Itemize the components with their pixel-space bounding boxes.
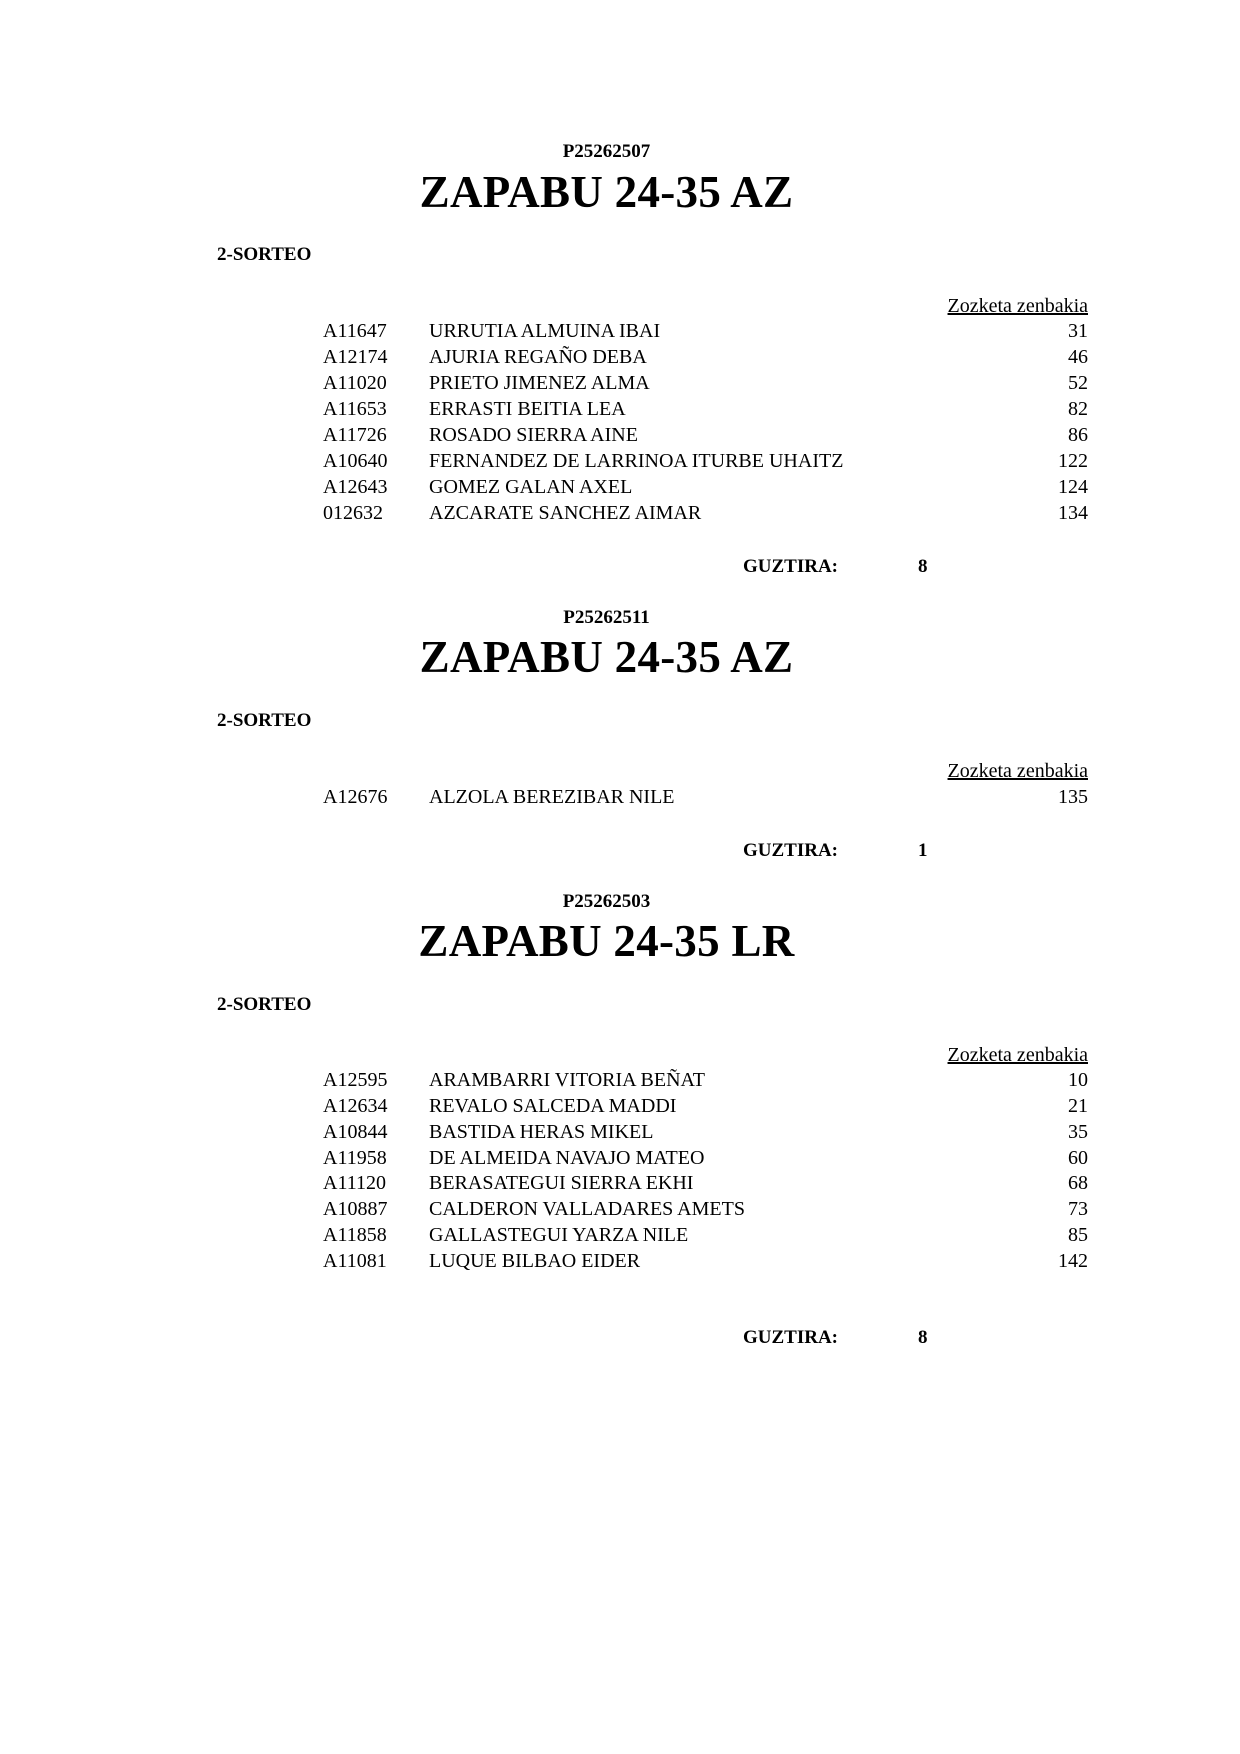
row-name: LUQUE BILBAO EIDER xyxy=(429,1250,641,1272)
row-name: BERASATEGUI SIERRA EKHI xyxy=(429,1172,694,1194)
row-id: A12174 xyxy=(323,346,388,368)
table-row xyxy=(0,1069,1240,1095)
row-id: A11647 xyxy=(323,320,387,342)
row-number: 86 xyxy=(1068,424,1088,446)
row-id: A12634 xyxy=(323,1095,388,1117)
row-name: ROSADO SIERRA AINE xyxy=(429,424,638,446)
table-row xyxy=(0,786,1240,812)
row-id: 012632 xyxy=(323,502,383,524)
row-name: PRIETO JIMENEZ ALMA xyxy=(429,372,650,394)
row-name: DE ALMEIDA NAVAJO MATEO xyxy=(429,1147,705,1169)
total-value: 8 xyxy=(918,556,928,577)
table-row xyxy=(0,398,1240,424)
row-number: 52 xyxy=(1068,372,1088,394)
draw-label: 2-SORTEO xyxy=(217,710,312,731)
total-value: 8 xyxy=(918,1327,928,1348)
row-id: A11020 xyxy=(323,372,387,394)
section-code: P25262507 xyxy=(562,141,651,162)
row-name: REVALO SALCEDA MADDI xyxy=(429,1095,677,1117)
row-id: A10640 xyxy=(323,450,388,472)
row-name: AZCARATE SANCHEZ AIMAR xyxy=(429,502,702,524)
draw-label: 2-SORTEO xyxy=(217,244,312,265)
table-row xyxy=(0,1250,1240,1276)
row-name: GOMEZ GALAN AXEL xyxy=(429,476,633,498)
row-name: URRUTIA ALMUINA IBAI xyxy=(429,320,661,342)
row-id: A11120 xyxy=(323,1172,386,1194)
column-header-draw-number: Zozketa zenbakia xyxy=(947,1044,1088,1066)
table-row xyxy=(0,1095,1240,1121)
column-header-draw-number: Zozketa zenbakia xyxy=(947,295,1088,317)
row-name: CALDERON VALLADARES AMETS xyxy=(429,1198,745,1220)
row-name: ARAMBARRI VITORIA BEÑAT xyxy=(429,1069,705,1091)
row-id: A10844 xyxy=(323,1121,388,1143)
row-number: 31 xyxy=(1068,320,1088,342)
table-row xyxy=(0,1198,1240,1224)
row-id: A11858 xyxy=(323,1224,387,1246)
row-number: 85 xyxy=(1068,1224,1088,1246)
row-number: 134 xyxy=(1058,502,1088,524)
row-number: 135 xyxy=(1058,786,1088,808)
section-title: ZAPABU 24-35 AZ xyxy=(419,167,794,217)
section-code: P25262503 xyxy=(562,891,651,912)
table-row xyxy=(0,1224,1240,1250)
table-row xyxy=(0,346,1240,372)
row-id: A11081 xyxy=(323,1250,387,1272)
table-row xyxy=(0,476,1240,502)
row-id: A12643 xyxy=(323,476,388,498)
row-number: 68 xyxy=(1068,1172,1088,1194)
row-number: 35 xyxy=(1068,1121,1088,1143)
row-number: 122 xyxy=(1058,450,1088,472)
row-number: 46 xyxy=(1068,346,1088,368)
row-number: 73 xyxy=(1068,1198,1088,1220)
row-number: 82 xyxy=(1068,398,1088,420)
row-number: 124 xyxy=(1058,476,1088,498)
row-number: 21 xyxy=(1068,1095,1088,1117)
row-id: A11958 xyxy=(323,1147,387,1169)
row-number: 10 xyxy=(1068,1069,1088,1091)
row-number: 60 xyxy=(1068,1147,1088,1169)
total-value: 1 xyxy=(918,840,928,861)
row-id: A12676 xyxy=(323,786,388,808)
table-row xyxy=(0,372,1240,398)
section-code: P25262511 xyxy=(563,607,650,628)
table-row xyxy=(0,424,1240,450)
table-row xyxy=(0,502,1240,528)
total-label: GUZTIRA: xyxy=(743,1327,839,1348)
row-name: AJURIA REGAÑO DEBA xyxy=(429,346,647,368)
section-title: ZAPABU 24-35 LR xyxy=(418,916,795,966)
table-row xyxy=(0,320,1240,346)
draw-label: 2-SORTEO xyxy=(217,994,312,1015)
row-id: A10887 xyxy=(323,1198,388,1220)
row-id: A12595 xyxy=(323,1069,388,1091)
row-name: ALZOLA BEREZIBAR NILE xyxy=(429,786,675,808)
column-header-draw-number: Zozketa zenbakia xyxy=(947,760,1088,782)
section-title: ZAPABU 24-35 AZ xyxy=(419,632,794,682)
row-name: GALLASTEGUI YARZA NILE xyxy=(429,1224,689,1246)
row-number: 142 xyxy=(1058,1250,1088,1272)
row-id: A11653 xyxy=(323,398,387,420)
table-row xyxy=(0,1121,1240,1147)
table-row xyxy=(0,1172,1240,1198)
table-row xyxy=(0,450,1240,476)
row-name: BASTIDA HERAS MIKEL xyxy=(429,1121,654,1143)
total-label: GUZTIRA: xyxy=(743,556,839,577)
row-id: A11726 xyxy=(323,424,387,446)
row-name: FERNANDEZ DE LARRINOA ITURBE UHAITZ xyxy=(429,450,844,472)
total-label: GUZTIRA: xyxy=(743,840,839,861)
row-name: ERRASTI BEITIA LEA xyxy=(429,398,626,420)
table-row xyxy=(0,1147,1240,1173)
